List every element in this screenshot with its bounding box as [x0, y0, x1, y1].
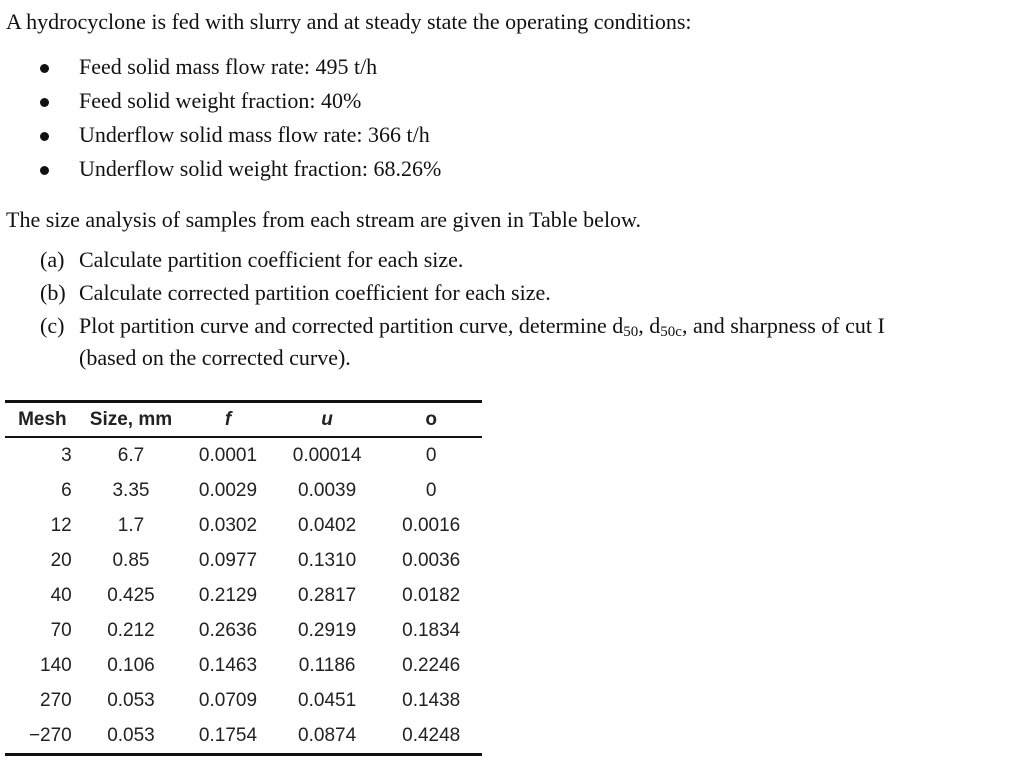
- cell-size: 0.053: [107, 689, 155, 711]
- cell-o: 0: [425, 444, 437, 466]
- task-text: [79, 310, 885, 374]
- header-size: Size, mm: [80, 402, 182, 438]
- cell-u: 0.0402: [298, 514, 357, 536]
- bullet-icon: [40, 98, 49, 107]
- cell-o: 0.1834: [402, 619, 461, 641]
- table-body: [5, 437, 482, 755]
- table-row: [5, 683, 482, 718]
- cell-o: 0.0036: [402, 549, 461, 571]
- table-row: [5, 613, 482, 648]
- cell-size: 1.7: [117, 514, 145, 536]
- table-header-row: [5, 402, 482, 438]
- table-row: [5, 473, 482, 508]
- cell-size: 0.425: [107, 584, 155, 606]
- cell-f: 0.2129: [198, 584, 258, 606]
- cell-f: 0.1463: [198, 654, 258, 676]
- task-text-part: , d: [638, 313, 661, 338]
- cell-size: 3.35: [112, 479, 150, 501]
- task-label: (c): [40, 313, 65, 338]
- cell-u: 0.1310: [298, 549, 357, 571]
- condition-text: Underflow solid weight fraction: 68.26%: [79, 156, 442, 181]
- bullet-icon: [40, 64, 49, 73]
- table-row: [5, 508, 482, 543]
- cell-o: 0: [425, 479, 437, 501]
- cell-mesh: 12: [50, 514, 72, 536]
- cell-mesh: 70: [50, 619, 72, 641]
- size-analysis-statement: The size analysis of samples from each stream are given in Table below.: [6, 207, 642, 232]
- cell-o: 0.0016: [402, 514, 461, 536]
- bullet-icon: [40, 132, 49, 141]
- cell-size: 0.85: [112, 549, 150, 571]
- table-row: [5, 543, 482, 578]
- header-f: f: [182, 402, 274, 438]
- cell-o: 0.2246: [402, 654, 461, 676]
- header-mesh: Mesh: [5, 402, 80, 438]
- cell-u: 0.2817: [298, 584, 357, 606]
- cell-f: 0.0029: [198, 479, 258, 501]
- table-row: [5, 437, 482, 473]
- task-text: Calculate corrected partition coefficient for each size.: [79, 280, 551, 305]
- header-o: o: [380, 402, 482, 438]
- cell-f: 0.0001: [198, 444, 258, 466]
- cell-u: 0.00014: [292, 444, 362, 466]
- cell-f: 0.0709: [198, 689, 258, 711]
- task-text-part: (based on the corrected curve).: [79, 345, 351, 370]
- cell-mesh: 140: [40, 654, 72, 676]
- cell-mesh: 3: [61, 444, 72, 466]
- cell-size: 6.7: [117, 444, 145, 466]
- cell-mesh: 6: [61, 479, 72, 501]
- header-u: u: [274, 402, 381, 438]
- table-row: [5, 578, 482, 613]
- cell-f: 0.1754: [182, 718, 274, 755]
- condition-text: Underflow solid mass flow rate: 366 t/h: [79, 122, 430, 147]
- cell-size: 0.212: [107, 619, 155, 641]
- size-analysis-table-wrapper: [5, 400, 482, 756]
- task-label: (b): [40, 280, 66, 305]
- size-analysis-table: [5, 400, 482, 756]
- cell-o: 0.1438: [402, 689, 461, 711]
- cell-o: 0.4248: [380, 718, 482, 755]
- cell-u: 0.0451: [298, 689, 357, 711]
- cell-f: 0.0977: [198, 549, 258, 571]
- condition-text: Feed solid mass flow rate: 495 t/h: [79, 54, 378, 79]
- cell-u: 0.0039: [298, 479, 357, 501]
- cell-f: 0.0302: [198, 514, 258, 536]
- cell-mesh: 40: [50, 584, 72, 606]
- task-text: Calculate partition coefficient for each size.: [79, 247, 464, 272]
- cell-size: 0.106: [107, 654, 155, 676]
- task-label: (a): [40, 247, 65, 272]
- cell-size: 0.053: [80, 718, 182, 755]
- subscript: 50c: [660, 324, 682, 340]
- cell-mesh: 20: [50, 549, 72, 571]
- cell-u: 0.1186: [298, 654, 356, 676]
- cell-mesh: −270: [5, 718, 80, 755]
- table-row: [5, 648, 482, 683]
- subscript: 50: [623, 324, 639, 340]
- table-row: [5, 718, 482, 755]
- cell-o: 0.0182: [402, 584, 461, 606]
- cell-u: 0.2919: [298, 619, 357, 641]
- problem-intro: A hydrocyclone is fed with slurry and at steady state the operating conditions:: [6, 9, 692, 34]
- cell-f: 0.2636: [198, 619, 258, 641]
- task-text-part: , and sharpness of cut I: [681, 313, 885, 338]
- task-text-part: Plot partition curve and corrected partition curve, determine d: [79, 313, 624, 338]
- bullet-icon: [40, 166, 49, 175]
- cell-mesh: 270: [40, 689, 72, 711]
- cell-u: 0.0874: [274, 718, 381, 755]
- condition-text: Feed solid weight fraction: 40%: [79, 88, 362, 113]
